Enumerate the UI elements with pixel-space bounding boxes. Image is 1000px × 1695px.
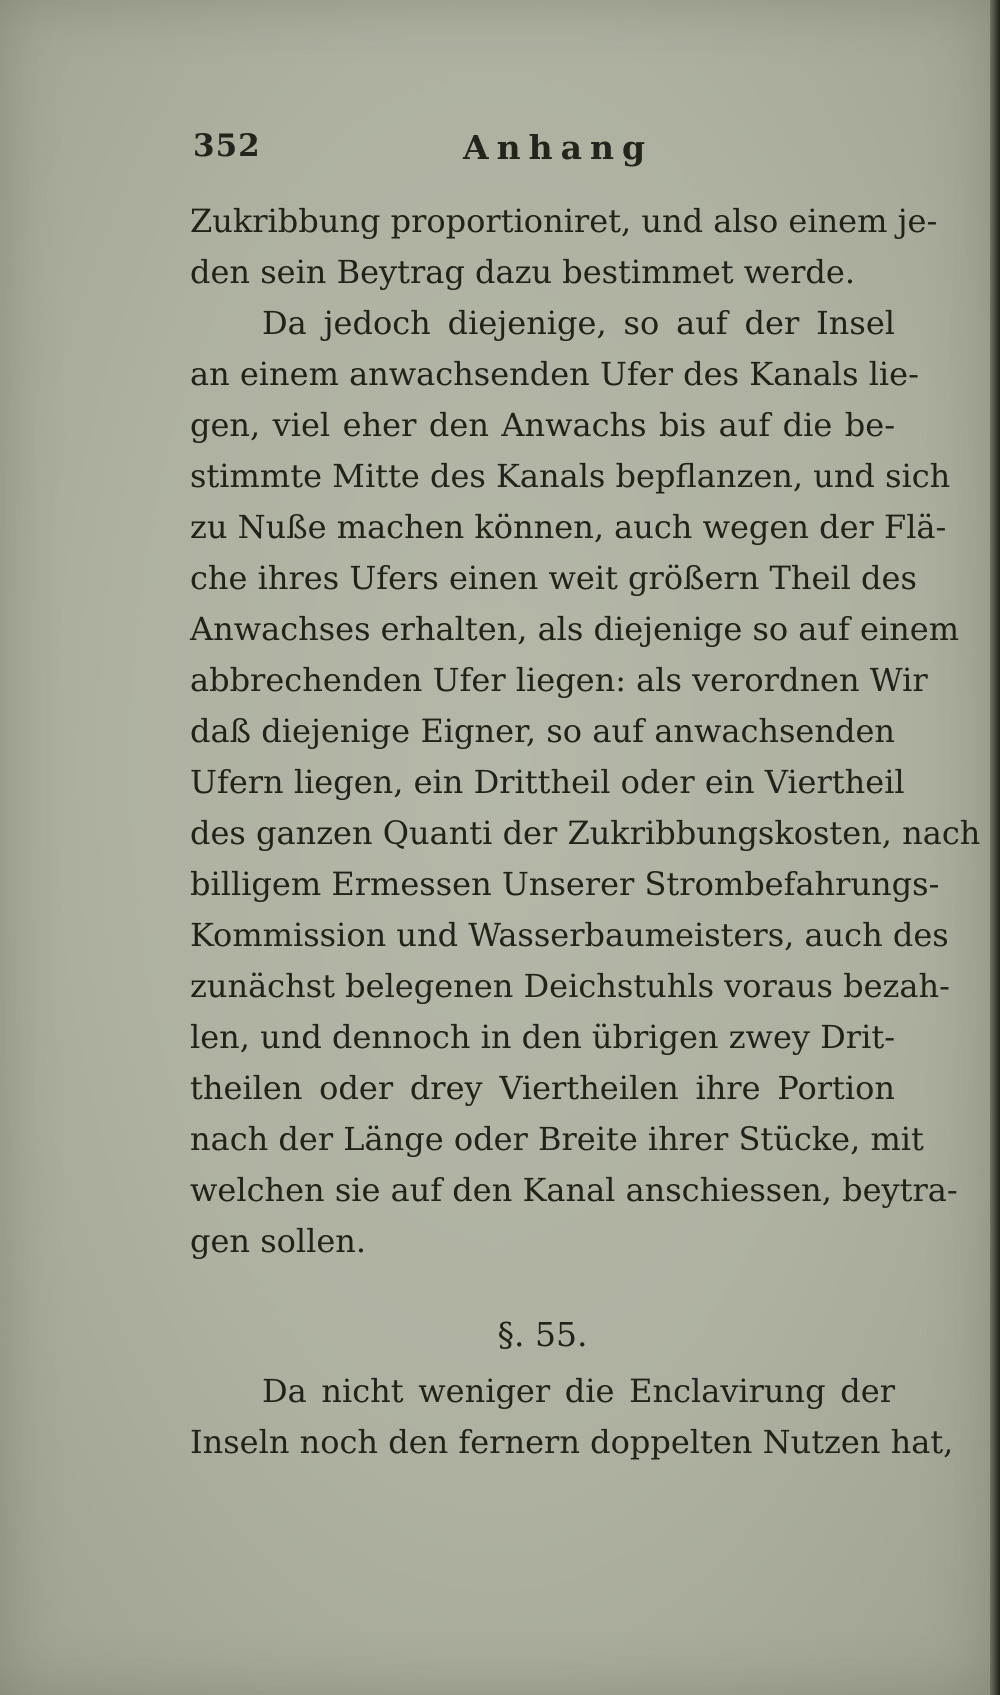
text-line: Anwachses erhalten, als diejenige so auf einem: [190, 610, 960, 648]
text-line: Ufern liegen, ein Drittheil oder ein Viertheil: [190, 763, 905, 801]
text-line: nach der Länge oder Breite ihrer Stücke, mit: [190, 1120, 924, 1158]
text-line: Kommission und Wasserbaumeisters, auch des: [190, 916, 949, 954]
text-line: gen sollen.: [190, 1222, 367, 1260]
text-line: an einem anwachsenden Ufer des Kanals lie-: [190, 355, 919, 393]
text-line: len, und dennoch in den übrigen zwey Drit-: [190, 1018, 895, 1056]
text-line: zunächst belegenen Deichstuhls voraus bezah-: [190, 967, 950, 1005]
paragraph: [190, 1366, 954, 1468]
section-heading: §. 55.: [497, 1315, 588, 1354]
paragraph: [190, 196, 938, 298]
body-text: [190, 196, 981, 1267]
text-line: den sein Beytrag dazu bestimmet werde.: [190, 253, 856, 291]
page-edge: [990, 0, 1000, 1695]
text-line: welchen sie auf den Kanal anschiessen, beytra-: [190, 1171, 958, 1209]
paragraph: [190, 298, 981, 1267]
page-header: [193, 128, 654, 172]
text-line: billigem Ermessen Unserer Strombefahrungs-: [190, 865, 940, 903]
text-line: daß diejenige Eigner, so auf anwachsenden: [190, 712, 895, 750]
body-text-continued: [190, 1366, 954, 1468]
text-line: Da nicht weniger die Enclavirung der: [262, 1372, 895, 1410]
text-line: Inseln noch den fernern doppelten Nutzen hat,: [190, 1423, 954, 1461]
text-line: zu Nuße machen können, auch wegen der Flä-: [190, 508, 947, 546]
text-line: des ganzen Quanti der Zukribbungskosten, nach: [190, 814, 981, 852]
page-number: 352: [193, 128, 261, 164]
text-line: che ihres Ufers einen weit größern Theil des: [190, 559, 917, 597]
text-line: Da jedoch diejenige, so auf der Insel: [262, 304, 895, 342]
text-line: gen, viel eher den Anwachs bis auf die be-: [190, 406, 895, 444]
running-head: Anhang: [463, 128, 654, 167]
text-line: Zukribbung proportioniret, und also einem je-: [190, 202, 938, 240]
text-line: theilen oder drey Viertheilen ihre Portion: [190, 1069, 895, 1107]
text-line: stimmte Mitte des Kanals bepflanzen, und sich: [190, 457, 951, 495]
text-line: abbrechenden Ufer liegen: als verordnen Wir: [190, 661, 928, 699]
